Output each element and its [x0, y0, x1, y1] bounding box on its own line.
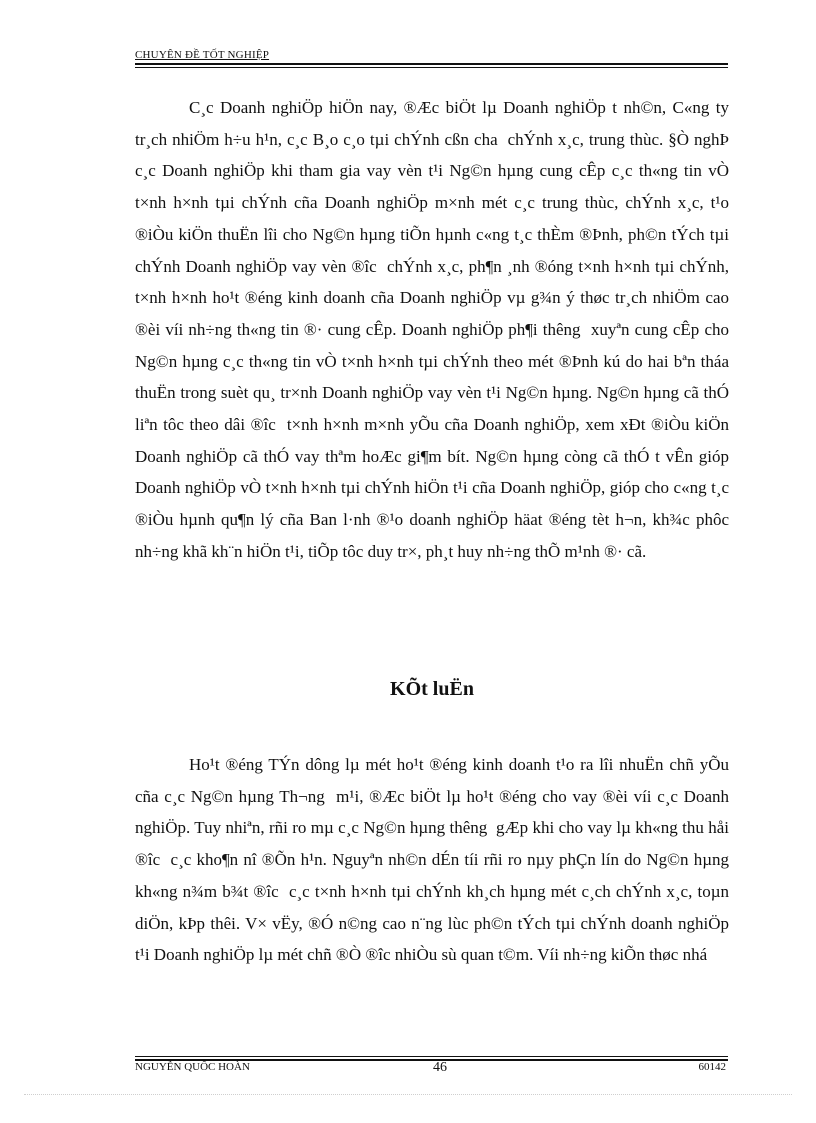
footer-author: NGUYỄN QUỐC HOÀN	[135, 1061, 250, 1073]
footer-student-code: 60142	[698, 1061, 726, 1073]
body-paragraph: C¸c Doanh nghiÖp hiÖn nay, ®Æc biÖt lµ Doanh nghiÖp t nh©n, C«ng ty tr¸ch nhiÖm h÷u h¹n, c¸c B¸o c¸o tµi chÝnh cßn cha chÝnh x¸c, trung thùc. §Ò nghÞ c¸c Doanh nghiÖp khi tham gia vay vèn t¹i Ng©n hµng cung cÊp c¸c th«ng tin vÒ t×nh h×nh tµi chÝnh cña Doanh nghiÖp m×nh mét c¸c trung thùc, chÝnh x¸c, t¹o ®iÒu kiÖn thuËn lîi cho Ng©n hµng tiÕn hµnh c«ng t¸c thÈm ®Þnh, ph©n tÝch tµi chÝnh Doanh nghiÖp vay vèn ®îc chÝnh x¸c, ph¶n ¸nh ®óng t×nh h×nh tµi chÝnh, t×nh h×nh ho¹t ®éng kinh doanh cña Doanh nghiÖp vµ g¾n ý thøc tr¸ch nhiÖm cao ®èi víi nh÷ng th«ng tin ®· cung cÊp. Doanh nghiÖp ph¶i thêng xuyªn cung cÊp cho Ng©n hµng c¸c th«ng tin vÒ t×nh h×nh tµi chÝnh theo mét ®Þnh kú do hai bªn tháa thuËn trong suèt qu¸ tr×nh Doanh nghiÖp vay vèn t¹i Ng©n hµng. Ng©n hµng cã thÓ liªn tôc theo dâi ®îc t×nh h×nh m×nh yÕu cña Doanh nghiÖp, xem xÐt ®iÒu kiÖn Doanh nghiÖp cã thÓ vay thªm hoÆc gi¶m bít. Ng©n hµng còng cã thÓ t vÊn gióp Doanh nghiÖp vÒ t×nh h×nh tµi chÝnh hiÖn t¹i cña Doanh nghiÖp, gióp cho c«ng t¸c ®iÒu hµnh qu¶n lý cña Ban l·nh ®¹o doanh nghiÖp häat ®éng tèt h¬n, kh¾c phôc nh÷ng khã kh¨n hiÖn t¹i, tiÕp tôc duy tr×, ph¸t huy nh÷ng thÕ m¹nh ®· cã.	[135, 98, 729, 561]
page-number: 46	[433, 1060, 447, 1075]
conclusion-paragraph: Ho¹t ®éng TÝn dông lµ mét ho¹t ®éng kinh doanh t¹o ra lîi nhuËn chñ yÕu cña c¸c Ng©n hµng Th¬ng m¹i, ®Æc biÖt lµ ho¹t ®éng cho vay ®èi víi c¸c Doanh nghiÖp. Tuy nhiªn, rñi ro mµ c¸c Ng©n hµng thêng gÆp khi cho vay lµ kh«ng thu håi ®îc c¸c kho¶n nî ®Õn h¹n. Nguyªn nh©n dÉn tíi rñi ro nµy phÇn lín do Ng©n hµng kh«ng n¾m b¾t ®îc c¸c t×nh h×nh tµi chÝnh kh¸ch hµng mét c¸ch chÝnh x¸c, toµn diÖn, kÞp thêi. V× vËy, ®Ó n©ng cao n¨ng lùc ph©n tÝch tµi chÝnh doanh nghiÖp t¹i Doanh nghiÖp lµ mét chñ ®Ò ®îc nhiÒu sù quan t©m. Víi nh÷ng kiÕn thøc nhá	[135, 755, 729, 965]
page-boundary-line	[24, 1094, 792, 1095]
header-rule-thick	[135, 63, 728, 65]
header-rule-thin	[135, 67, 728, 68]
footer-rule-thin	[135, 1056, 728, 1057]
running-header: CHUYÊN ĐỀ TỐT NGHIỆP	[135, 49, 270, 61]
section-title: KÕt luËn	[390, 678, 474, 700]
